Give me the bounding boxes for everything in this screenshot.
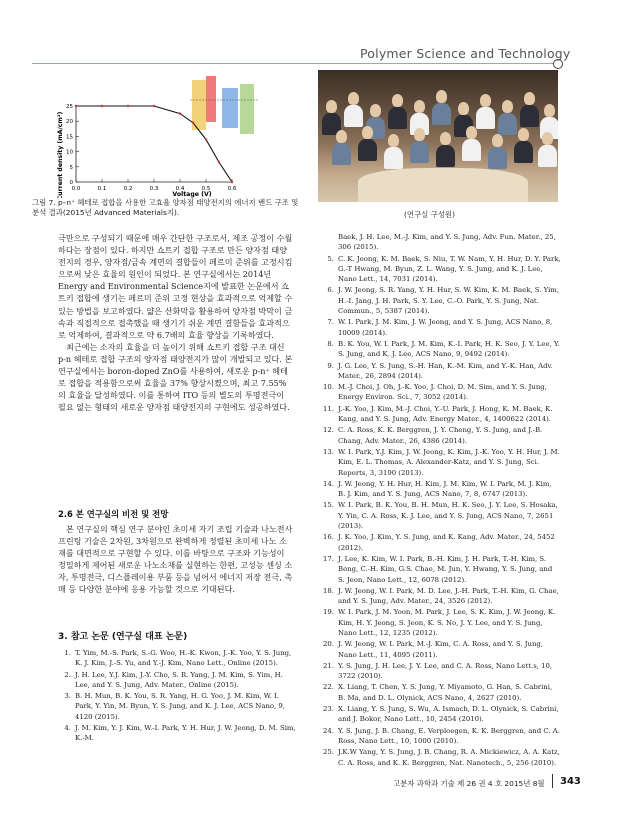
reference-number: 18.	[323, 586, 334, 595]
y-tick-label: 0	[69, 180, 73, 186]
jv-curve-point	[153, 105, 155, 107]
jv-curve-point	[101, 105, 103, 107]
photo-caption: (연구실 구성원)	[404, 210, 455, 219]
reference-text: J.-K. Yoo, J. Kim, M.-J. Choi, Y.-U. Park, J. Hong, K. M. Baek, K. Kang, and Y. S. Jung, Adv. Energy Mater., 4, 1400622 (2014).	[338, 404, 553, 424]
photo-person	[392, 94, 403, 107]
photo-person-body	[332, 143, 351, 165]
photo-table	[358, 168, 528, 202]
reference-text: J. Lee, K. Kim, W. I. Park, B.-H. Kim, J. H. Park, T.-H. Kim, S. Bong, C.-H. Kim, G.S. Chae, M. Jun, Y. Hwang, Y. S. Jung, and S. Jeon, Nano Lett., 12, 6078 (2012).	[338, 554, 553, 584]
photo-person-body	[514, 141, 533, 163]
photo-person	[440, 132, 451, 145]
reference-number: 25.	[323, 748, 334, 757]
reference-number: 12.	[323, 426, 334, 435]
paragraph-3: 본 연구실의 핵심 연구 분야인 초미세 자기 조립 기술과 나노전사 프린팅 기술은 2차원, 3차원으로 완벽하게 정렬된 초미세 나노 소재를 대면적으로 구현할 수 있다. 이를 바탕으로 구조와 기능성이 정밀하게 제어된 새로운 나노소재를 실현하는 한편, 고성능 센싱 소자, 투명전극, 디스플레이용 부품 등을 넘어서 에너지 저장 전극, 촉매 등 다양한 분야에 응용 가능할 것으로 기대된다.	[58, 524, 293, 595]
x-tick-label: 0.5	[201, 186, 211, 192]
reference-number: 20.	[323, 640, 334, 649]
photo-person	[348, 92, 359, 105]
page-number: 343	[560, 776, 581, 787]
reference-item	[317, 361, 561, 382]
reference-text: Y. S. Jung, J. B. Chang, E. Verploegen, K. K. Berggren, and C. A. Ross, Nano Lett., 10, 1000 (2010).	[338, 726, 560, 745]
photo-person-body	[538, 145, 557, 167]
photo-person	[518, 128, 529, 141]
reference-number: 24.	[323, 726, 334, 735]
band-diagram-inset	[190, 76, 258, 134]
reference-text: J. W. Jeong, W. I. Park, M.-J. Kim, C. A. Ross, and Y. S. Jung, Nano Lett., 11, 4095 (2011).	[338, 640, 544, 659]
x-tick-label: 0.1	[97, 186, 107, 192]
photo-person	[492, 134, 503, 147]
photo-person-body	[388, 107, 407, 129]
reference-number: 1.	[64, 649, 71, 657]
reference-text: T. Yim, M.-S. Park, S.-G. Woo, H.-K. Kwon, J.-K. Yoo, Y. S. Jung, K. J. Kim, J.-S. Yu, and Y.-J. Kim, Nano Lett., Online (2015).	[75, 649, 292, 668]
photo-person-body	[488, 147, 507, 169]
reference-item	[54, 723, 298, 744]
reference-number: 7.	[327, 318, 334, 327]
header-rule	[32, 63, 554, 64]
reference-item	[54, 670, 298, 691]
reference-item	[317, 425, 561, 446]
reference-item	[54, 648, 298, 669]
y-tick-label: 10	[66, 149, 73, 156]
left-column-2	[58, 523, 294, 596]
x-axis-label: Voltage (V)	[172, 191, 212, 198]
photo-person	[480, 94, 491, 107]
reference-item	[317, 682, 561, 703]
reference-text: B. H. Mun, B. K. You, S. R. Yang, H. G. Yoo, J. M. Kim, W. I. Park, Y. Yin, M. Byun, Y. S. Jung, and K. J. Lee, ACS Nano, 9, 4120 (2015).	[75, 692, 285, 721]
photo-person-body	[436, 145, 455, 167]
reference-item	[317, 382, 561, 403]
y-tick-label: 25	[66, 104, 73, 110]
header-circle-ornament	[553, 59, 563, 69]
reference-text: Y. S. Jung, J. H. Lee, J. Y. Lee, and C. A. Ross, Nano Lett.s, 10, 3722 (2010).	[338, 661, 553, 681]
reference-number: 4.	[64, 724, 71, 733]
reference-item	[317, 404, 561, 425]
reference-item	[317, 639, 561, 660]
reference-item	[317, 586, 561, 607]
photo-person	[466, 126, 477, 139]
y-tick-label: 5	[69, 164, 73, 171]
photo-person-body	[384, 147, 403, 169]
section-heading-3: 3. 참고 논문 (연구실 대표 논문)	[58, 632, 188, 642]
reference-number: 23.	[323, 705, 334, 714]
y-axis-label: Current density (mA/cm²)	[57, 111, 64, 198]
reference-item	[317, 607, 561, 638]
photo-person-body	[358, 139, 377, 161]
x-tick-label: 0.6	[227, 186, 237, 192]
reference-item	[317, 339, 561, 360]
reference-number: 17.	[323, 554, 334, 563]
reference-text: W. I. Park, Y.J. Kim, J. W. Jeong, K. Kim, J.-K. Yoo, Y. H. Hur, J. M. Kim, E. L. Thomas, A. Alexander-Katz, and Y. S. Jung, Sci. Reports, 3, 3190 (2013).	[338, 447, 560, 477]
reference-text: W. I. Park, B. K. You, B. H. Mun, H. K. Seo, J. Y. Lee, S. Hosaka, Y. Yin, C. A. Ross, K. J. Lee, and Y. S. Jung, ACS Nano, 7, 2651 (2013).	[338, 501, 558, 531]
photo-person-body	[462, 139, 481, 161]
reference-item	[317, 254, 561, 285]
photo-person	[388, 134, 399, 147]
photo-person	[336, 130, 347, 143]
reference-text: W. I. Park, J. M. Yoon, M. Park, J. Lee, S. K. Kim, J. W. Jeong, K. Kim, H. Y. Jeong, S. Jeon, K. S. No, J. Y. Lee, and Y. S. Jung, Nano Lett., 12, 1235 (2012).	[338, 608, 556, 637]
x-tick-label: 0.4	[175, 186, 185, 192]
band-layer-2	[206, 76, 216, 122]
reference-text: Baek, J. H. Lee, M.-J. Kim, and Y. S. Jung, Adv. Fun. Mater., 25, 306 (2015).	[338, 233, 556, 252]
left-column	[58, 232, 294, 413]
reference-number: 5.	[327, 254, 334, 263]
x-tick-label: 0.0	[71, 186, 81, 192]
band-layer-3	[222, 88, 238, 128]
reference-item	[317, 285, 561, 316]
reference-item	[317, 317, 561, 338]
references-right	[317, 232, 561, 769]
reference-text: J. W. Jeong, Y. H. Hur, H. Kim, J. M. Kim, W. I. Park, M. J. Kim, B. J. Kim, and Y. S. Jung, ACS Nano, 7, 8, 6747 (2013).	[338, 479, 552, 499]
photo-person-body	[520, 105, 539, 127]
reference-number: 10.	[323, 383, 334, 392]
reference-text: J. W. Jeong, W. I. Park, M. D. Lee, J.-H. Park, T.-H. Kim, G. Chae, and Y. S. Jung, Adv. Mater., 24, 3526 (2012).	[338, 586, 559, 606]
paragraph-1: 극만으로 구성되기 때문에 매우 간단한 구조로서, 제조 공정이 수월하다는 장점이 있다. 하지만 쇼트키 접합 구조로 만든 양자점 태양전지의 경우, 양자점/금속 계면의 결합들이 페르미 준위를 고정시킴으로써 낮은 효율의 원인이 되었다. 본 연구실에서는 2014년 Energy and Environmental Science지에 발표한 논문에서 쇼트키 접합에 생기는 페르미 준위 고정 현상을 효과적으로 억제할 수 있는 방법을 보고하였다. 얇은 산화막을 활용하여 양자점 박막이 금속과 직접적으로 접촉했을 때 생기기 쉬운 계면 결함들을 효과적으로 억제하여, 결과적으로 약 6.7배의 효율 향상을 기록하였다.	[58, 233, 293, 340]
figure-7-caption: 그림 7. p–n⁺ 헤테로 접합을 사용한 고효율 양자점 태양전지의 에너지 밴드 구조 및 분석 결과(2015년 Advanced Materials지).	[32, 198, 299, 217]
jv-curve-point	[127, 105, 129, 107]
reference-number: 6.	[327, 286, 334, 295]
reference-text: J. H. Lee, Y.J. Kim, J.-Y. Cho, S. R. Yang, J. M. Kim, S. Yim, H. Lee, and Y. S. Jung, Adv. Mater., Online (2015).	[75, 670, 283, 689]
photo-person	[326, 100, 337, 113]
photo-person-body	[432, 103, 451, 125]
reference-text: J. M. Kim, Y. J. Kim, W.-I. Park, Y. H. Hur, J. W. Jeong, D. M. Sim, K.-M.	[75, 724, 296, 743]
photo-person-body	[410, 141, 429, 163]
reference-item	[317, 747, 561, 768]
photo-person	[544, 104, 555, 117]
figure-7-chart	[32, 70, 300, 198]
y-tick-label: 20	[66, 119, 73, 126]
y-tick-label: 15	[66, 134, 73, 141]
reference-item	[317, 704, 561, 725]
photo-person-body	[498, 113, 517, 135]
photo-person	[502, 100, 513, 113]
section-heading-2-6: 2.6 본 연구실의 비전 및 전망	[58, 509, 169, 519]
photo-person	[414, 100, 425, 113]
reference-item	[317, 447, 561, 478]
lab-members-photo	[318, 70, 558, 202]
reference-text: J. W. Jeong, S. R. Yang, Y. H. Hur, S. W. Kim, K. M. Baek, S. Yim, H.-I. Jang, J. H. Park, S. Y. Lee, C.-O. Park, Y. S. Jung, Nat. Commun., 5, 5387 (2014).	[338, 286, 560, 316]
photo-person	[370, 104, 381, 117]
footer-divider	[552, 774, 553, 788]
reference-number: 15.	[323, 501, 334, 510]
reference-text: X. Liang, T. Chen, Y. S. Jung, Y. Miyamoto, G. Han, S. Cabrini, B. Ma, and D. L. Olynick, ACS Nano, 4, 2627 (2010).	[338, 683, 553, 702]
photo-person	[362, 126, 373, 139]
reference-text: W. I. Park, J. M. Kim, J. W. Jeong, and Y. S. Jung, ACS Nano, 8, 10009 (2014).	[338, 318, 553, 337]
reference-number	[317, 232, 338, 253]
x-tick-label: 0.2	[123, 186, 133, 192]
reference-number: 21.	[323, 661, 334, 670]
reference-text: X. Liang, Y. S. Jung, S. Wu, A. Ismach, D. L. Olynick, S. Cabrini, and J. Bokor, Nano Lett., 10, 2454 (2010).	[338, 705, 559, 724]
reference-item	[317, 232, 561, 253]
reference-text: J. K. Yoo, J. Kim, Y. S. Jung, and K. Kang, Adv. Mater., 24, 5452 (2012).	[338, 533, 555, 552]
jv-curve-point	[218, 161, 220, 163]
reference-number: 11.	[323, 404, 334, 413]
jv-curve-point	[205, 138, 207, 140]
reference-item	[317, 532, 561, 553]
reference-text: C. A. Ross, K. K. Berggren, J. Y. Cheng, Y. S. Jung, and J.-B. Chang, Adv. Mater., 26, 4386 (2014).	[338, 426, 543, 445]
reference-item	[317, 661, 561, 682]
reference-text: J. G. Lee, Y. S. Jung, S.-H. Han, K.-M. Kim, and Y.-K. Han, Adv. Mater., 26, 2894 (2014).	[338, 361, 553, 380]
reference-item	[54, 691, 298, 722]
photo-person	[436, 90, 447, 103]
jv-curve-point	[192, 122, 194, 124]
photo-person-body	[344, 105, 363, 127]
band-layer-4	[240, 84, 254, 134]
jv-curve-point	[231, 181, 233, 183]
photo-person	[414, 128, 425, 141]
reference-item	[317, 554, 561, 585]
reference-text: C. K. Jeong, K. M. Baek, S. Niu, T. W. Nam, Y. H. Hur, D. Y. Park, G.-T Hwang, M. Byun, Z. L. Wang, Y. S. Jung, and K. J. Lee, Nano Lett., 14, 7031 (2014).	[338, 254, 561, 284]
reference-item	[317, 726, 561, 747]
photo-person	[458, 102, 469, 115]
reference-number: 9.	[327, 361, 334, 370]
paragraph-2: 최근에는 소자의 효율을 더 높이기 위해 쇼트키 접합 구조 대신 p-n 헤테로 접합 구조의 양자점 태양전지가 많이 개발되고 있다. 본 연구실에서는 boron-doped ZnO를 사용하여, 새로운 p-n⁺ 헤테로 접합을 적용함으로써 효율을 37% 향상시켰으며, 최고 7.55%의 효율을 달성하였다. 이를 통하여 ITO 등의 별도의 투명전극이 필요 없는 형태의 새로운 양자점 태양전지의 구현에도 성공하였다.	[58, 341, 293, 413]
running-head-title: Polymer Science and Technology	[360, 46, 571, 61]
jv-curve-point	[75, 105, 77, 107]
reference-item	[317, 500, 561, 531]
reference-number: 14.	[323, 479, 334, 488]
reference-item	[317, 479, 561, 500]
reference-number: 8.	[327, 339, 334, 348]
photo-person	[524, 92, 535, 105]
reference-number: 3.	[64, 692, 71, 701]
reference-text: J.K.W Yang, Y. S. Jung, J. B. Chang, R. A. Mickiewicz, A. A. Katz, C. A. Ross, and K. K. Berggren, Nat. Nanotech., 5, 256 (2010).	[338, 748, 560, 767]
photo-person	[542, 132, 553, 145]
reference-number: 13.	[323, 447, 334, 456]
jv-curve-point	[179, 112, 181, 114]
footer-journal-info: 고분자 과학과 기술 제 26 권 4 호 2015년 8월	[393, 779, 545, 788]
reference-number: 22.	[323, 683, 334, 692]
reference-number: 19.	[323, 608, 334, 617]
references-left	[54, 648, 298, 745]
reference-text: B. K. You, W. I. Park, J. M. Kim, K.-I. Park, H. K. Seo, J. Y. Lee, Y. S. Jung, and K. J. Lee, ACS Nano, 9, 9492 (2014).	[338, 339, 560, 359]
reference-text: M.-J. Choi, J. Oh, J.-K. Yoo, J. Choi, D. M. Sim, and Y. S. Jung, Energy Environ. Sci., 7, 3052 (2014).	[338, 383, 547, 402]
x-tick-label: 0.3	[149, 186, 159, 192]
photo-person-body	[476, 107, 495, 129]
reference-number: 2.	[64, 670, 71, 679]
reference-number: 16.	[323, 533, 334, 542]
